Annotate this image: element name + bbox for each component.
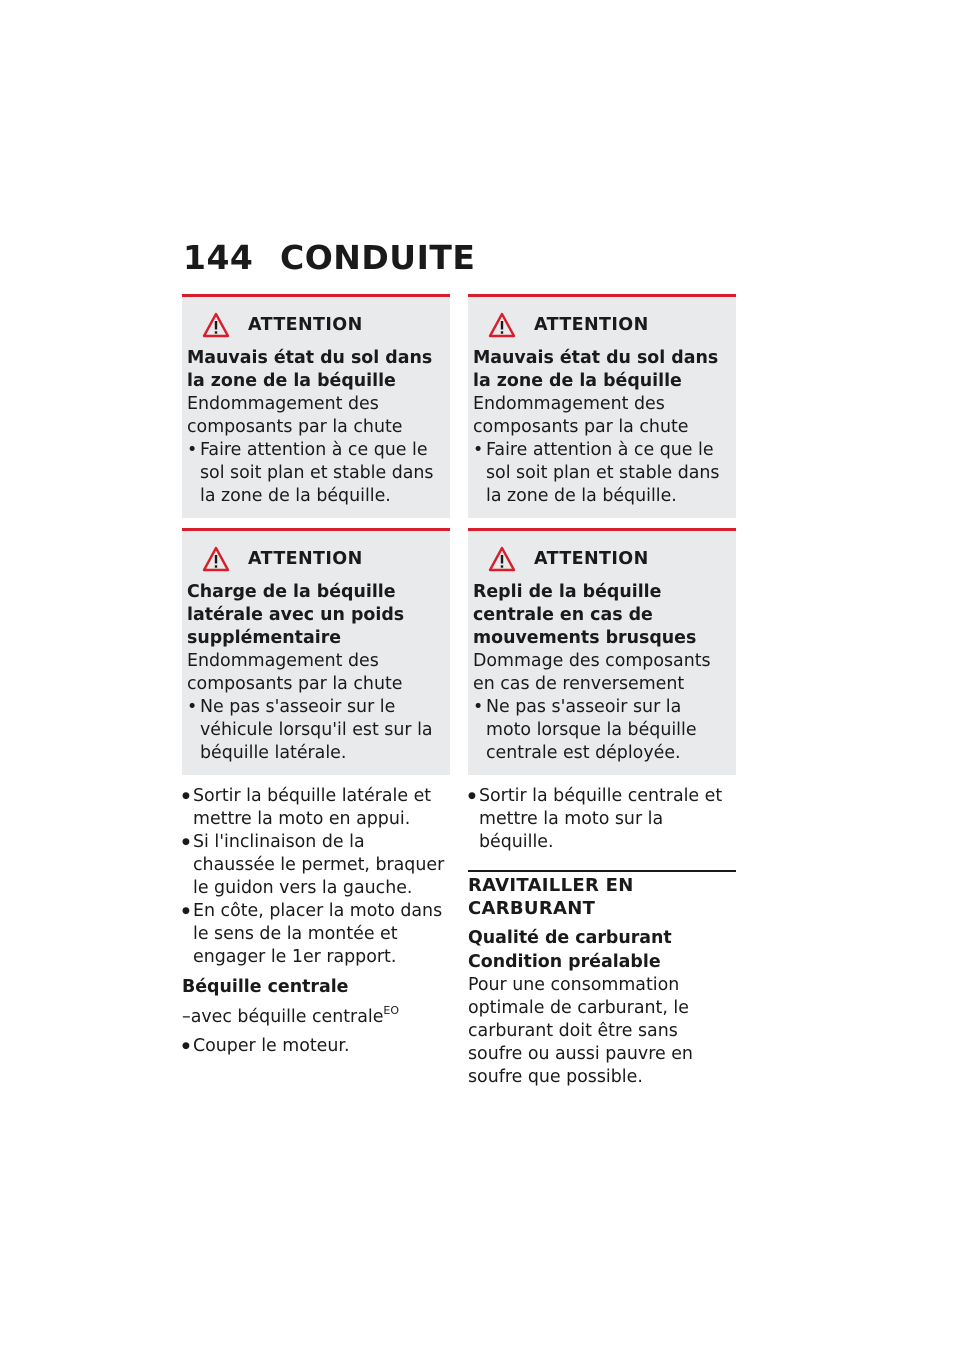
warning-box: [468, 528, 736, 775]
warning-triangle-icon: [488, 545, 516, 573]
warning-header: [187, 545, 444, 573]
warning-box: [182, 528, 450, 775]
option-note: [182, 999, 450, 1029]
warning-heading: Mauvais état du sol dans la zone de la béquille: [473, 348, 719, 391]
procedure-step: ● Sortir la béquille latérale et mettre la moto en appui.: [182, 785, 450, 831]
page-number: 144: [183, 238, 254, 277]
procedure-step: ● Si l'inclinaison de la chaussée le permet, braquer le guidon vers la gauche.: [182, 831, 450, 900]
warning-header: [187, 311, 444, 339]
warning-triangle-icon: [202, 311, 230, 339]
warning-heading: Charge de la béquille latérale avec un poids supplémentaire: [187, 582, 405, 648]
warning-box: [468, 294, 736, 518]
subheading: Qualité de carburant: [468, 928, 672, 948]
option-code: EO: [383, 1004, 400, 1017]
warning-instruction: • Ne pas s'asseoir sur le véhicule lorsqu'il est sur la béquille latérale.: [187, 696, 444, 765]
procedure-step: ● Sortir la béquille centrale et mettre la moto sur la béquille.: [468, 785, 736, 854]
warning-box: [182, 294, 450, 518]
subheading: Béquille centrale: [182, 977, 349, 997]
warning-instruction: • Ne pas s'asseoir sur la moto lorsque la béquille centrale est déployée.: [473, 696, 730, 765]
warning-label: ATTENTION: [248, 549, 363, 569]
warning-header: [473, 545, 730, 573]
warning-heading: Repli de la béquille centrale en cas de mouvements brusques: [473, 582, 697, 648]
warning-label: ATTENTION: [248, 315, 363, 335]
body-paragraph: Pour une consommation optimale de carburant, le carburant doit être sans soufre ou aussi pauvre en soufre que possible.: [468, 975, 693, 1087]
warning-heading: Mauvais état du sol dans la zone de la béquille: [187, 348, 433, 391]
procedure-step: ● Couper le moteur.: [182, 1035, 450, 1058]
warning-consequence: Endommagement des composants par la chute: [187, 651, 403, 694]
warning-label: ATTENTION: [534, 315, 649, 335]
warning-triangle-icon: [202, 545, 230, 573]
warning-triangle-icon: [488, 311, 516, 339]
warning-instruction: • Faire attention à ce que le sol soit plan et stable dans la zone de la béquille.: [187, 439, 444, 508]
procedure-step: ● En côte, placer la moto dans le sens de la montée et engager le 1er rapport.: [182, 900, 450, 969]
section-title: RAVITAILLER EN CARBURANT: [468, 870, 736, 920]
warning-header: [473, 311, 730, 339]
page-title: CONDUITE: [280, 238, 476, 277]
option-text: –avec béquille centrale: [182, 1007, 384, 1027]
warning-consequence: Dommage des composants en cas de renversement: [473, 651, 711, 694]
subheading: Condition préalable: [468, 952, 661, 972]
left-column: [182, 294, 450, 1058]
warning-consequence: Endommagement des composants par la chute: [187, 394, 403, 437]
right-column: [468, 294, 736, 1089]
warning-instruction: • Faire attention à ce que le sol soit plan et stable dans la zone de la béquille.: [473, 439, 730, 508]
warning-consequence: Endommagement des composants par la chute: [473, 394, 689, 437]
page-header: [183, 238, 475, 277]
warning-label: ATTENTION: [534, 549, 649, 569]
